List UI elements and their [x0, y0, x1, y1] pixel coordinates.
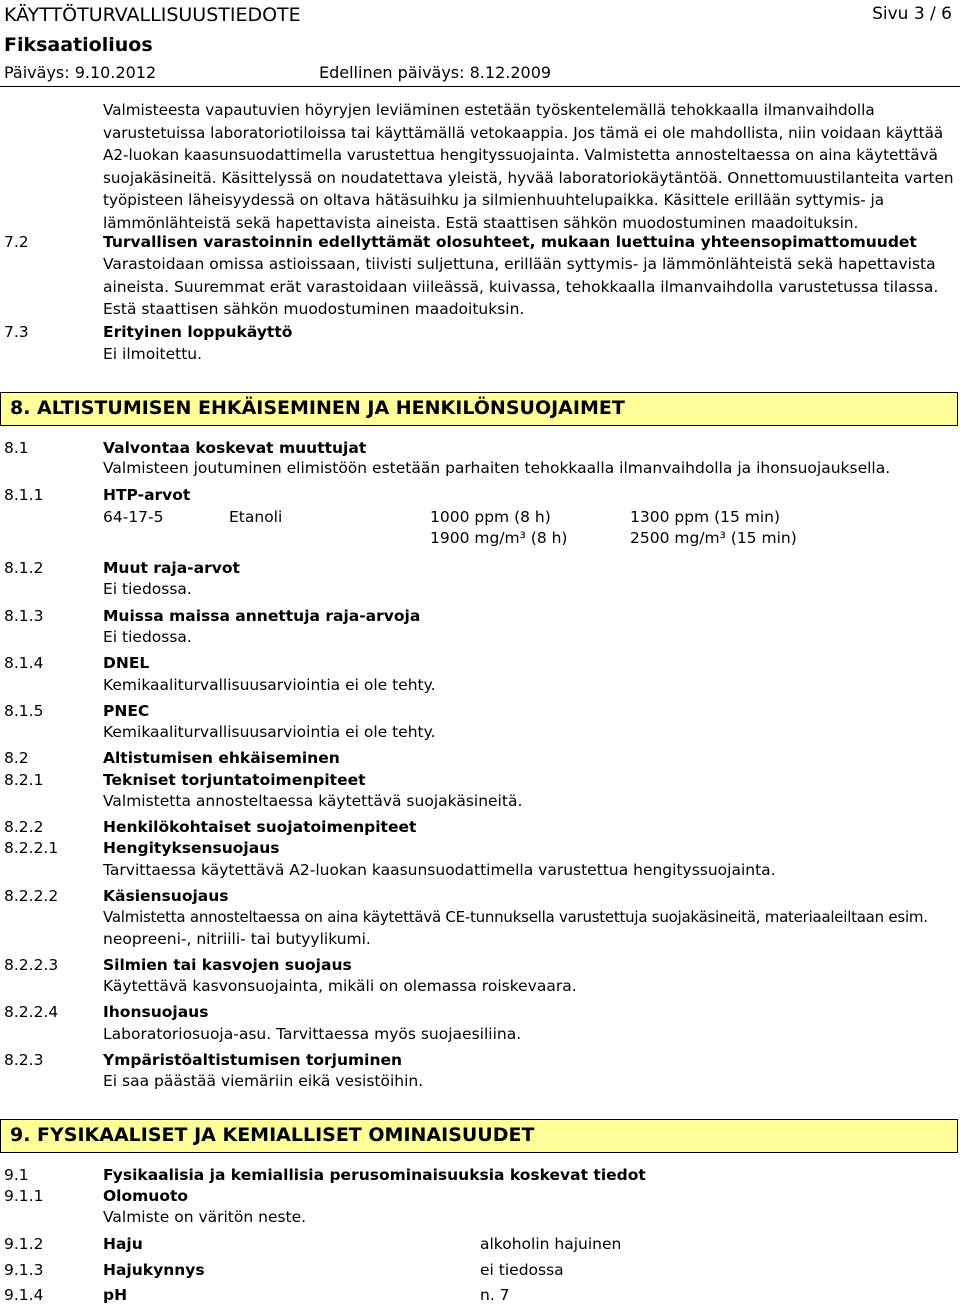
section-title: DNEL	[103, 654, 150, 672]
section-heading: 8. ALTISTUMISEN EHKÄISEMINEN JA HENKILÖNSUOJAIMET	[10, 397, 625, 419]
section-title: Ihonsuojaus	[103, 1003, 209, 1021]
section-9-1-4	[4, 1284, 904, 1306]
section-number: 8.1.5	[4, 702, 44, 720]
section-9-1-3	[4, 1259, 904, 1281]
section-number: 8.2.2.2	[4, 887, 59, 905]
htp-15min-ppm: 1300 ppm (15 min)	[630, 508, 781, 526]
section-title: Muut raja-arvot	[103, 559, 240, 577]
section-title: Hajukynnys	[103, 1261, 205, 1279]
section-title: Erityinen loppukäyttö	[103, 323, 293, 341]
section-number: 8.2	[4, 749, 29, 767]
section-text: Valmisteen joutuminen elimistöön estetään parhaiten tehokkaalla ilmanvaihdolla ja ihonsuojauksella.	[103, 459, 891, 477]
section-number: 9.1.3	[4, 1261, 44, 1279]
section-text: Ei ilmoitettu.	[103, 345, 203, 363]
section-text: Valmistetta annosteltaessa käytettävä suojakäsineitä.	[103, 792, 523, 810]
section-number: 7.3	[4, 323, 29, 341]
document-title: KÄYTTÖTURVALLISUUSTIEDOTE	[4, 4, 301, 26]
section-text: Ei tiedossa.	[103, 580, 192, 598]
htp-8h-mg: 1900 mg/m³ (8 h)	[430, 529, 568, 547]
section-title: Ympäristöaltistumisen torjuminen	[103, 1051, 403, 1069]
section-title: Altistumisen ehkäiseminen	[103, 749, 340, 767]
previous-date: Edellinen päiväys: 8.12.2009	[319, 63, 552, 82]
section-title: Henkilökohtaiset suojatoimenpiteet	[103, 818, 417, 836]
header-divider	[0, 86, 960, 87]
htp-15min-mg: 2500 mg/m³ (15 min)	[630, 529, 797, 547]
section-text: Kemikaaliturvallisuusarviointia ei ole tehty.	[103, 723, 436, 741]
property-value: alkoholin hajuinen	[480, 1235, 622, 1253]
section-number: 9.1.2	[4, 1235, 44, 1253]
section-number: 9.1	[4, 1166, 29, 1184]
handling-paragraph: Valmisteesta vapautuvien höyryjen leviäminen estetään työskentelemällä tehokkaalla ilmanvaihdolla varustetuissa laboratoriotiloissa tai käyttämällä vetokaappia. Jos tämä ei ole mahdollista, niin voidaan käyttää A2-luokan kaasunsuodattimella varustettua hengityssuojainta. Valmistetta annosteltaessa on aina käytettävä suojakäsineitä. Käsittelyssä on noudatettava yleistä, hyvää laboratoriokäytäntöä. Onnettomuustilanteita varten työpisteen läheisyydessä on oltava hätäsuihku ja silmienhuuhtelupaikka. Käsittele erillään syttymis- ja lämmönlähteistä sekä hapettavista aineista. Estä staattisen sähkön muodostuminen maadoituksin.	[103, 101, 954, 232]
section-number: 8.1.4	[4, 654, 44, 672]
section-text: Valmiste on väritön neste.	[103, 1208, 307, 1226]
section-title: Tekniset torjuntatoimenpiteet	[103, 771, 366, 789]
section-title: HTP-arvot	[103, 486, 191, 504]
section-number: 8.2.2.3	[4, 956, 59, 974]
htp-8h-ppm: 1000 ppm (8 h)	[430, 508, 551, 526]
section-title: Hengityksensuojaus	[103, 839, 280, 857]
section-number: 8.2.2.4	[4, 1003, 59, 1021]
section-title: Silmien tai kasvojen suojaus	[103, 956, 352, 974]
section-title: pH	[103, 1286, 128, 1304]
htp-substance: Etanoli	[229, 508, 283, 526]
section-9-banner	[0, 1119, 958, 1153]
section-number: 8.1.3	[4, 607, 44, 625]
section-title: PNEC	[103, 702, 150, 720]
section-8-banner	[0, 392, 958, 426]
property-value: ei tiedossa	[480, 1261, 564, 1279]
storage-paragraph: Varastoidaan omissa astioissaan, tiivisti suljettuna, erillään syttymis- ja lämmönlähteistä sekä hapettavista aineista. Suuremmat erät varastoidaan viileässä, kuivassa, tehokkaalla ilmanvaihdolla varustetussa tilassa. Estä staattisen sähkön muodostuminen maadoituksin.	[103, 255, 939, 318]
property-value: n. 7	[480, 1286, 510, 1304]
section-heading: 9. FYSIKAALISET JA KEMIALLISET OMINAISUUDET	[10, 1124, 535, 1146]
section-title: Muissa maissa annettuja raja-arvoja	[103, 607, 421, 625]
section-number: 8.1.2	[4, 559, 44, 577]
section-text: Laboratoriosuoja-asu. Tarvittaessa myös suojaesiliina.	[103, 1025, 522, 1043]
section-number: 8.2.2	[4, 818, 44, 836]
section-title: Olomuoto	[103, 1187, 189, 1205]
section-text-continued: neopreeni-, nitriili- tai butyylikumi.	[103, 930, 371, 948]
section-number: 8.2.1	[4, 771, 44, 789]
section-number: 9.1.4	[4, 1286, 44, 1304]
htp-cas: 64-17-5	[103, 508, 164, 526]
section-number: 9.1.1	[4, 1187, 44, 1205]
section-title: Haju	[103, 1235, 143, 1253]
section-number: 8.1.1	[4, 486, 44, 504]
product-name: Fiksaatioliuos	[4, 34, 153, 56]
section-text: Ei saa päästää viemäriin eikä vesistöihin.	[103, 1072, 424, 1090]
section-title: Käsiensuojaus	[103, 887, 229, 905]
section-text: Ei tiedossa.	[103, 628, 192, 646]
section-title: Turvallisen varastoinnin edellyttämät olosuhteet, mukaan luettuina yhteensopimattomuudet	[103, 233, 917, 251]
section-text: Käytettävä kasvonsuojainta, mikäli on olemassa roiskevaara.	[103, 977, 577, 995]
section-9-1-2	[4, 1233, 904, 1255]
issue-date: Päiväys: 9.10.2012	[4, 63, 157, 82]
section-number: 7.2	[4, 233, 29, 251]
page-number: Sivu 3 / 6	[872, 4, 952, 24]
section-title: Valvontaa koskevat muuttujat	[103, 439, 367, 457]
section-text: Tarvittaessa käytettävä A2-luokan kaasunsuodattimella varustettua hengityssuojainta.	[103, 861, 776, 879]
section-number: 8.1	[4, 439, 29, 457]
section-title: Fysikaalisia ja kemiallisia perusominaisuuksia koskevat tiedot	[103, 1166, 646, 1184]
section-text: Valmistetta annosteltaessa on aina käytettävä CE-tunnuksella varustettuja suojakäsineitä, materiaaleiltaan esim.	[103, 908, 928, 926]
section-text: Kemikaaliturvallisuusarviointia ei ole tehty.	[103, 676, 436, 694]
section-number: 8.2.2.1	[4, 839, 59, 857]
section-number: 8.2.3	[4, 1051, 44, 1069]
